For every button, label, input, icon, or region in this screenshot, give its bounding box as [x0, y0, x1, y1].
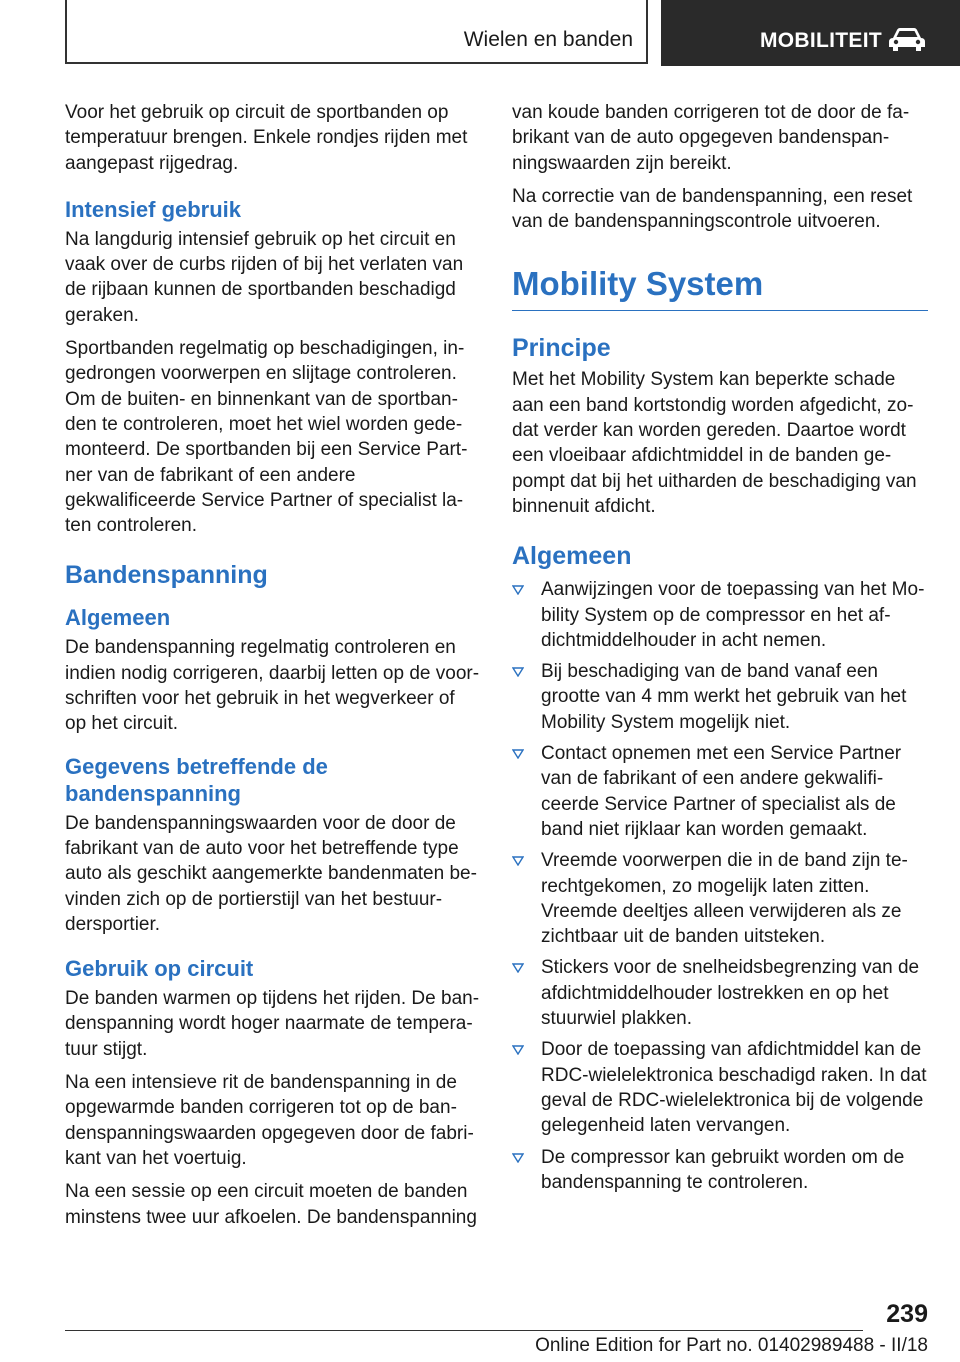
list-item: Vreemde voorwerpen die in de band zijn terechtgekomen, zo mogelijk laten zitten. Vreemde deeltjes alleen verwijderen als ze zichtbaar uit de banden uitsteken.: [512, 848, 928, 949]
chapter-tab: [661, 0, 960, 66]
triangle-bullet-icon: [512, 963, 524, 973]
triangle-bullet-icon: [512, 749, 524, 759]
gegevens-paragraph: De bandenspanningswaarden voor de door de fabrikant van de auto voor het betreffende type auto als geschikt aangemerkte bandenmaten bevinden zich op de portierstijl van het bestuurdersportier.: [65, 812, 477, 935]
chapter-title: MOBILITEIT: [760, 29, 882, 52]
list-item: Bij beschadiging van de band vanaf een grootte van 4 mm werkt het gebruik van het Mobility System mogelijk niet.: [512, 659, 928, 735]
footer-divider: [65, 1330, 863, 1331]
triangle-bullet-icon: [512, 585, 524, 595]
list-item: Stickers voor de snelheidsbegrenzing van de afdichtmiddelhouder lostrekken en op het stuurwiel plakken.: [512, 955, 928, 1031]
triangle-bullet-icon: [512, 1153, 524, 1163]
principe-paragraph: Met het Mobility System kan beperkte schade aan een band kortstondig worden afgedicht, zodat verder kan worden gereden. Daartoe wordt een vloeibaar afdichtmiddel in de banden gepompt dat bij het uitharden de beschadiging van binnenuit afdicht.: [512, 369, 917, 517]
intensief-paragraph-2: Sportbanden regelmatig op beschadigingen, ingedrongen voorwerpen en slijtage controleren. Om de buiten- en binnenkant van de sportbanden te controleren, moet het wiel worden gedemonteerd. De sportbanden bij een Service Partner van de fabrikant of een andere gekwalificeerde Service Partner of specialist laten controleren.: [65, 338, 468, 537]
triangle-bullet-icon: [512, 856, 524, 866]
bullet-list: [512, 577, 928, 1195]
heading-gebruik-op-circuit: Gebruik op circuit: [65, 956, 254, 982]
heading-bandenspanning: Bandenspanning: [65, 561, 268, 590]
section-title: Wielen en banden: [463, 28, 633, 51]
heading-intensief-gebruik: Intensief gebruik: [65, 196, 242, 222]
page-footer: [0, 1295, 960, 1362]
intro-paragraph: Voor het gebruik op circuit de sportbanden op temperatuur brengen. Enkele rondjes rijden met aangepast rijgedrag.: [65, 102, 468, 174]
continued-paragraph-1: van koude banden corrigeren tot de door de fabrikant van de auto opgegeven bandenspanningswaarden zijn bereikt.: [512, 102, 910, 174]
triangle-bullet-icon: [512, 1045, 524, 1055]
algemeen-paragraph: De bandenspanning regelmatig controleren en indien nodig corrigeren, daarbij letten op de voorschriften voor het gebruik in het wegverkeer of op het circuit.: [65, 637, 480, 735]
car-icon: [887, 27, 927, 53]
circuit-paragraph-3: Na een sessie op een circuit moeten de banden minstens twee uur afkoelen. De bandenspanning: [65, 1181, 477, 1228]
heading-algemeen-left: Algemeen: [65, 605, 171, 631]
edition-note: Online Edition for Part no. 01402989488 - II/18: [535, 1335, 928, 1356]
triangle-bullet-icon: [512, 667, 524, 677]
heading-principe: Principe: [512, 334, 611, 363]
page-header: [0, 0, 960, 66]
left-column: [65, 100, 480, 1238]
section-tab: [65, 0, 648, 64]
list-item: Aanwijzingen voor de toepassing van het Mobility System op de compressor en het afdichtmiddelhouder in acht nemen.: [512, 577, 928, 653]
intensief-paragraph-1: Na langdurig intensief gebruik op het circuit en vaak over de curbs rijden of bij het verlaten van de rijbaan kunnen de sportbanden beschadigd geraken.: [65, 228, 464, 326]
page-number: 239: [886, 1300, 928, 1328]
heading-algemeen-right: Algemeen: [512, 542, 632, 571]
heading-mobility-system: Mobility System: [512, 264, 928, 311]
list-item: Door de toepassing van afdichtmiddel kan de RDC-wielelektronica beschadigd raken. In dat geval de RDC-wielelektronica bij de volgende gelegenheid laten vervangen.: [512, 1037, 928, 1138]
list-item: Contact opnemen met een Service Partner van de fabrikant of een andere gekwalificeerde Service Partner of specialist als de band niet rijklaar kan worden gemaakt.: [512, 741, 928, 842]
heading-gegevens: Gegevens betreffende de bandenspanning: [65, 753, 328, 806]
continued-paragraph-2: Na correctie van de bandenspanning, een reset van de bandenspanningscontrole uitvoeren.: [512, 185, 913, 233]
list-item: De compressor kan gebruikt worden om de bandenspanning te controleren.: [512, 1145, 928, 1196]
circuit-paragraph-1: De banden warmen op tijdens het rijden. De bandenspanning wordt hoger naarmate de temperatuur stijgt.: [65, 988, 480, 1060]
circuit-paragraph-2: Na een intensieve rit de bandenspanning in de opgewarmde banden corrigeren tot op de bandenspanningswaarden opgegeven door de fabrikant van het voertuig.: [65, 1072, 474, 1169]
right-column: [512, 100, 928, 1201]
